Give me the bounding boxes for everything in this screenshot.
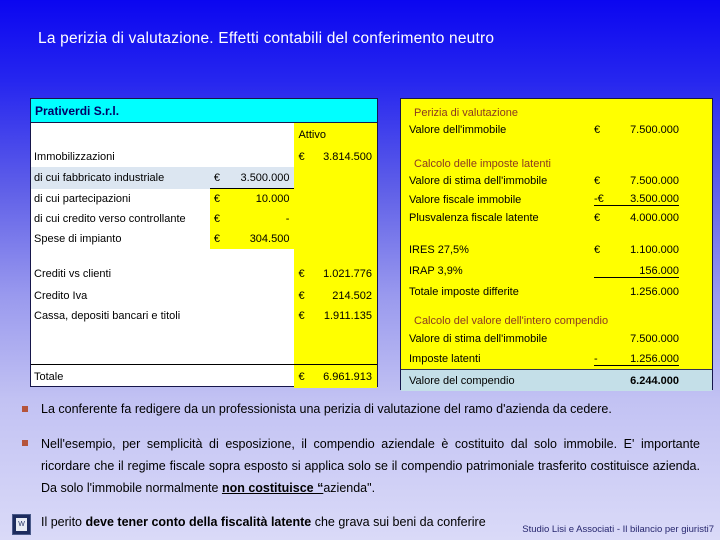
cell-value: € 4.000.000 bbox=[594, 212, 679, 224]
company-header: Prativerdi S.r.l. bbox=[31, 99, 377, 123]
table-row-total bbox=[31, 364, 377, 388]
valuation-table bbox=[400, 98, 713, 390]
table-row bbox=[31, 146, 377, 167]
table-row: Plusvalenza fiscale latente € 4.000.000 bbox=[409, 212, 679, 224]
page-number: 7 bbox=[708, 524, 714, 535]
cell-label: di cui credito verso controllante bbox=[34, 213, 186, 225]
cell-value: € 1.021.776 bbox=[294, 263, 377, 285]
embedded-object-icon[interactable]: W bbox=[12, 514, 31, 535]
cell-label bbox=[31, 123, 210, 146]
cell-label: Crediti vs clienti bbox=[34, 268, 112, 280]
cell-value: € 10.000 bbox=[210, 189, 295, 209]
cell-mid bbox=[210, 365, 295, 388]
table-row-spacer bbox=[401, 227, 712, 240]
balance-sheet-table bbox=[30, 98, 378, 387]
section-header: Perizia di valutazione bbox=[414, 107, 518, 119]
bullet-item bbox=[22, 399, 700, 420]
cell-value-underlined: - 1.256.000 bbox=[594, 352, 679, 365]
cell-value-underlined: -€ 3.500.000 bbox=[594, 193, 679, 205]
footer-credit: Studio Lisi e Associati - Il bilancio per giuristi bbox=[522, 524, 709, 535]
bullet-text: La conferente fa redigere da un professionista una perizia di valutazione del ramo d'azienda da cedere. bbox=[41, 402, 612, 416]
cell-label: Totale bbox=[34, 370, 64, 383]
table-row bbox=[31, 123, 377, 146]
bullet-marker-icon bbox=[22, 406, 28, 412]
cell-right bbox=[294, 167, 377, 189]
cell-mid bbox=[210, 285, 295, 306]
table-row bbox=[31, 263, 377, 285]
section-header: Calcolo del valore dell'intero compendio bbox=[414, 314, 609, 327]
cell-value: € 1.911.135 bbox=[294, 306, 377, 326]
cell-right bbox=[294, 209, 377, 229]
cell-label: Cassa, depositi bancari e titoli bbox=[34, 310, 181, 322]
cell-mid bbox=[210, 306, 295, 326]
cell-value: € 304.500 bbox=[210, 229, 295, 249]
table-row: IRAP 3,9% 156.000 bbox=[409, 264, 679, 277]
bullet-text: Nell'esempio, per semplicità di esposizione, il compendio aziendale è costituito dal solo immobile. E' importante ricordare che il regime fiscale sopra esposto si applica solo se il compendio patrimoniale trasferito costituisce azienda. Da solo l'immobile normalmente non costituisce “azienda". bbox=[41, 437, 700, 495]
bullet-item bbox=[22, 433, 700, 499]
cell-label: di cui partecipazioni bbox=[34, 193, 131, 205]
table-row: Imposte latenti - 1.256.000 bbox=[409, 352, 679, 365]
table-row bbox=[31, 285, 377, 306]
table-row: Valore di stima dell'immobile € 7.500.000 bbox=[409, 175, 679, 187]
table-row bbox=[31, 306, 377, 326]
cell-value: 7.500.000 bbox=[630, 333, 679, 345]
table-row: IRES 27,5% € 1.100.000 bbox=[409, 244, 679, 256]
cell-label: Immobilizzazioni bbox=[34, 150, 115, 163]
table-row: Valore fiscale immobile -€ 3.500.000 bbox=[409, 193, 679, 206]
cell-label: di cui fabbricato industriale bbox=[31, 167, 210, 189]
table-row bbox=[31, 167, 377, 189]
table-row bbox=[31, 189, 377, 209]
section-header: Calcolo delle imposte latenti bbox=[414, 158, 551, 170]
cell-mid bbox=[210, 146, 295, 167]
bullet-text: Il perito deve tener conto della fiscalità latente che grava sui beni da conferire bbox=[41, 515, 486, 529]
cell-mid bbox=[210, 263, 295, 285]
cell-value: € 3.814.500 bbox=[294, 146, 377, 167]
table-row-result: Valore del compendio 6.244.000 bbox=[401, 369, 712, 391]
cell-value: € 1.100.000 bbox=[594, 244, 679, 256]
cell-value: € 7.500.000 bbox=[594, 175, 679, 187]
table-row-spacer bbox=[31, 249, 377, 263]
column-header-attivo: Attivo bbox=[294, 123, 377, 146]
table-row-spacer bbox=[31, 326, 377, 364]
cell-value: 1.256.000 bbox=[630, 286, 679, 298]
cell-right bbox=[294, 229, 377, 249]
bullet-list bbox=[22, 399, 700, 540]
cell-value: € 7.500.000 bbox=[594, 123, 679, 136]
table-row bbox=[31, 229, 377, 249]
cell-right bbox=[294, 189, 377, 209]
table-row bbox=[31, 209, 377, 229]
cell-value: € 6.961.913 bbox=[294, 365, 377, 388]
bullet-marker-icon bbox=[22, 440, 28, 446]
cell-mid bbox=[210, 123, 295, 146]
cell-value: € - bbox=[210, 209, 295, 229]
cell-label: Credito Iva bbox=[34, 289, 88, 302]
footer bbox=[522, 524, 714, 535]
cell-label: Spese di impianto bbox=[34, 233, 122, 245]
cell-value-underlined: 156.000 bbox=[594, 265, 679, 278]
cell-value: € 214.502 bbox=[294, 285, 377, 306]
table-row: Totale imposte differite 1.256.000 bbox=[409, 286, 679, 298]
table-row: Valore dell'immobile € 7.500.000 bbox=[409, 123, 679, 136]
table-row-spacer bbox=[401, 138, 712, 156]
cell-value: € 3.500.000 bbox=[210, 167, 295, 189]
table-row: Valore di stima dell'immobile 7.500.000 bbox=[409, 333, 679, 345]
slide-title: La perizia di valutazione. Effetti contabili del conferimento neutro bbox=[38, 30, 495, 47]
cell-value: 6.244.000 bbox=[630, 374, 679, 387]
table-row-spacer bbox=[401, 302, 712, 312]
